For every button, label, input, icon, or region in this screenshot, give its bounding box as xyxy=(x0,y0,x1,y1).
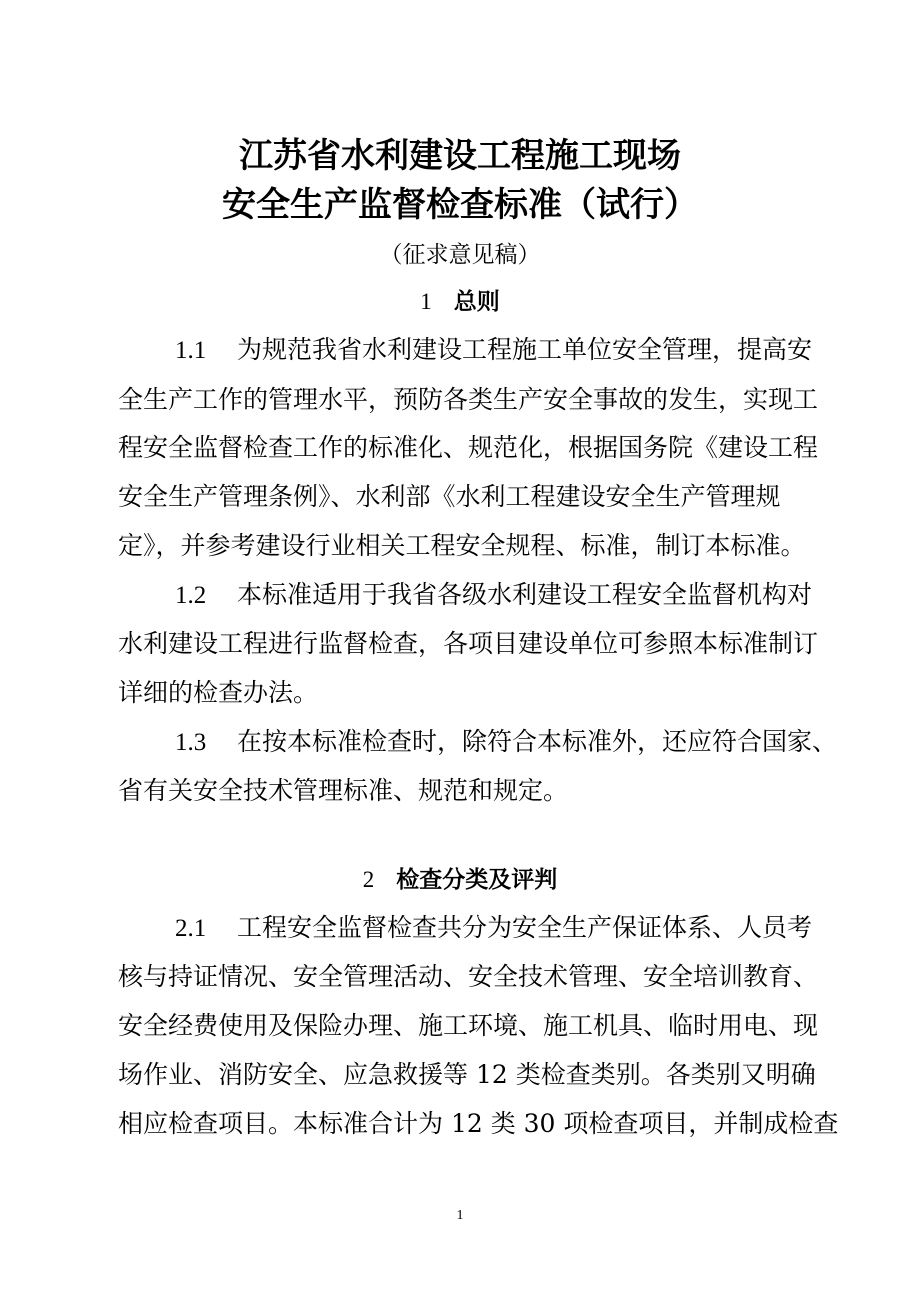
paragraph-1-1-line-3: 程安全监督检查工作的标准化、规范化，根据国务院《建设工程 xyxy=(118,433,819,462)
paragraph-1-1-text: 为规范我省水利建设工程施工单位安全管理，提高安 xyxy=(237,335,813,364)
document-subtitle: （征求意见稿） xyxy=(379,242,541,268)
paragraph-1-1-number: 1.1 xyxy=(175,337,207,364)
paragraph-2-1-line-5: 相应检查项目。本标准合计为 12 类 30 项检查项目，并制成检查 xyxy=(118,1109,839,1138)
section-2-title: 检查分类及评判 xyxy=(396,867,558,893)
section-2-heading xyxy=(0,865,920,895)
section-1-title: 总则 xyxy=(453,289,500,315)
paragraph-1-1-line-1 xyxy=(175,330,812,371)
paragraph-1-3-line-1 xyxy=(175,722,837,763)
paragraph-1-2-line-2: 水利建设工程进行监督检查，各项目建设单位可参照本标准制订 xyxy=(118,629,819,658)
paragraph-2-1-line-3: 安全经费使用及保险办理、施工环境、施工机具、临时用电、现 xyxy=(118,1011,819,1040)
paragraph-1-1-line-5: 定》，并参考建设行业相关工程安全规程、标准，制订本标准。 xyxy=(118,531,806,560)
page-number: 1 xyxy=(456,1208,464,1223)
paragraph-1-2-line-1 xyxy=(175,575,812,616)
document-title-line2: 安全生产监督检查标准（试行） xyxy=(222,185,698,225)
section-1-heading xyxy=(0,287,920,317)
paragraph-2-1-line-4: 场作业、消防安全、应急救援等 12 类检查类别。各类别又明确 xyxy=(118,1060,816,1089)
paragraph-1-3-line-2: 省有关安全技术管理标准、规范和规定。 xyxy=(118,776,569,805)
paragraph-2-1-line-1 xyxy=(175,908,812,949)
paragraph-1-2-number: 1.2 xyxy=(175,582,207,609)
paragraph-1-1-line-2: 全生产工作的管理水平，预防各类生产安全事故的发生，实现工 xyxy=(118,385,819,414)
paragraph-1-3-text: 在按本标准检查时，除符合本标准外，还应符合国家、 xyxy=(237,727,838,756)
document-title-line1: 江苏省水利建设工程施工现场 xyxy=(239,136,681,176)
paragraph-2-1-line-2: 核与持证情况、安全管理活动、安全技术管理、安全培训教育、 xyxy=(118,962,819,991)
section-2-number: 2 xyxy=(362,867,375,892)
section-1-number: 1 xyxy=(420,289,432,314)
paragraph-1-2-line-3: 详细的检查办法。 xyxy=(118,678,319,707)
paragraph-2-1-number: 2.1 xyxy=(175,915,207,942)
paragraph-1-2-text: 本标准适用于我省各级水利建设工程安全监督机构对 xyxy=(237,580,813,609)
paragraph-2-1-text: 工程安全监督检查共分为安全生产保证体系、人员考 xyxy=(237,913,813,942)
paragraph-1-3-number: 1.3 xyxy=(175,729,207,756)
paragraph-1-1-line-4: 安全生产管理条例》、水利部《水利工程建设安全生产管理规 xyxy=(118,482,781,511)
